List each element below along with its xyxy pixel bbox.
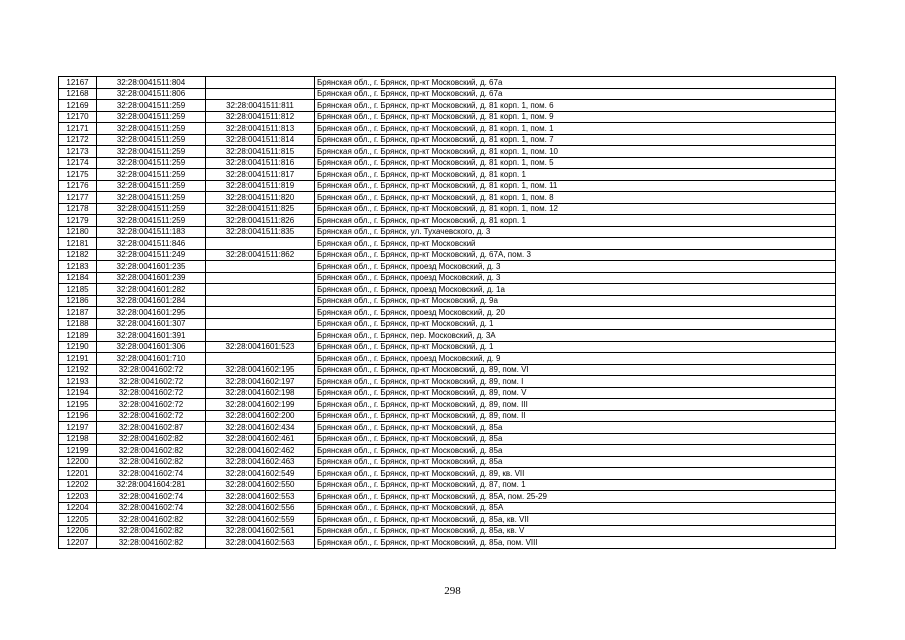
- object-cadastral-number-cell: [206, 272, 315, 284]
- parcel-cadastral-number-cell: 32:28:0041511:259: [97, 100, 206, 112]
- object-cadastral-number-cell: 32:28:0041602:463: [206, 456, 315, 468]
- object-cadastral-number-cell: 32:28:0041511:825: [206, 203, 315, 215]
- table-row: [59, 525, 836, 537]
- parcel-cadastral-number-cell: 32:28:0041602:82: [97, 525, 206, 537]
- parcel-cadastral-number-cell: 32:28:0041511:259: [97, 180, 206, 192]
- object-cadastral-number-cell: [206, 295, 315, 307]
- table-row: [59, 157, 836, 169]
- address-cell: Брянская обл., г. Брянск, пр-кт Московский, д. 89, пом. II: [315, 410, 836, 422]
- table-row: [59, 468, 836, 480]
- object-cadastral-number-cell: 32:28:0041602:549: [206, 468, 315, 480]
- parcel-cadastral-number-cell: 32:28:0041511:259: [97, 111, 206, 123]
- object-cadastral-number-cell: [206, 284, 315, 296]
- table-row: [59, 353, 836, 365]
- table-row: [59, 88, 836, 100]
- object-cadastral-number-cell: [206, 261, 315, 273]
- row-number-cell: 12179: [59, 215, 97, 227]
- parcel-cadastral-number-cell: 32:28:0041601:307: [97, 318, 206, 330]
- row-number-cell: 12176: [59, 180, 97, 192]
- address-cell: Брянская обл., г. Брянск, пр-кт Московский, д. 1: [315, 318, 836, 330]
- row-number-cell: 12182: [59, 249, 97, 261]
- address-cell: Брянская обл., г. Брянск, проезд Московский, д. 3: [315, 272, 836, 284]
- object-cadastral-number-cell: 32:28:0041511:835: [206, 226, 315, 238]
- table-row: [59, 111, 836, 123]
- object-cadastral-number-cell: 32:28:0041602:462: [206, 445, 315, 457]
- table-row: [59, 284, 836, 296]
- address-cell: Брянская обл., г. Брянск, пр-кт Московский, д. 67А, пом. 3: [315, 249, 836, 261]
- row-number-cell: 12184: [59, 272, 97, 284]
- table-row: [59, 272, 836, 284]
- table-row: [59, 180, 836, 192]
- parcel-cadastral-number-cell: 32:28:0041511:259: [97, 203, 206, 215]
- row-number-cell: 12187: [59, 307, 97, 319]
- parcel-cadastral-number-cell: 32:28:0041601:282: [97, 284, 206, 296]
- row-number-cell: 12198: [59, 433, 97, 445]
- table-row: [59, 445, 836, 457]
- address-cell: Брянская обл., г. Брянск, пр-кт Московский, д. 85а, пом. VIII: [315, 537, 836, 549]
- address-cell: Брянская обл., г. Брянск, пр-кт Московский, д. 81 корп. 1, пом. 7: [315, 134, 836, 146]
- address-cell: Брянская обл., г. Брянск, пр-кт Московский, д. 89, пом. I: [315, 376, 836, 388]
- address-cell: Брянская обл., г. Брянск, пр-кт Московский, д. 67а: [315, 88, 836, 100]
- address-cell: Брянская обл., г. Брянск, пр-кт Московский, д. 85а: [315, 433, 836, 445]
- address-cell: Брянская обл., г. Брянск, пр-кт Московский, д. 81 корп. 1, пом. 1: [315, 123, 836, 135]
- table-row: [59, 456, 836, 468]
- address-cell: Брянская обл., г. Брянск, пр-кт Московский, д. 81 корп. 1, пом. 9: [315, 111, 836, 123]
- address-cell: Брянская обл., г. Брянск, пр-кт Московский, д. 85а: [315, 456, 836, 468]
- row-number-cell: 12167: [59, 77, 97, 89]
- row-number-cell: 12170: [59, 111, 97, 123]
- table-row: [59, 169, 836, 181]
- table-row: [59, 318, 836, 330]
- table-row: [59, 203, 836, 215]
- object-cadastral-number-cell: 32:28:0041511:820: [206, 192, 315, 204]
- row-number-cell: 12175: [59, 169, 97, 181]
- address-cell: Брянская обл., г. Брянск, пр-кт Московский, д. 89, пом. III: [315, 399, 836, 411]
- object-cadastral-number-cell: 32:28:0041511:819: [206, 180, 315, 192]
- table-row: [59, 330, 836, 342]
- object-cadastral-number-cell: 32:28:0041602:195: [206, 364, 315, 376]
- address-cell: Брянская обл., г. Брянск, пр-кт Московский, д. 81 корп. 1: [315, 169, 836, 181]
- address-cell: Брянская обл., г. Брянск, проезд Московский, д. 9: [315, 353, 836, 365]
- address-cell: Брянская обл., г. Брянск, пр-кт Московский, д. 89, пом. V: [315, 387, 836, 399]
- row-number-cell: 12203: [59, 491, 97, 503]
- parcel-cadastral-number-cell: 32:28:0041604:281: [97, 479, 206, 491]
- row-number-cell: 12204: [59, 502, 97, 514]
- object-cadastral-number-cell: 32:28:0041602:434: [206, 422, 315, 434]
- object-cadastral-number-cell: 32:28:0041602:461: [206, 433, 315, 445]
- object-cadastral-number-cell: 32:28:0041602:556: [206, 502, 315, 514]
- object-cadastral-number-cell: [206, 330, 315, 342]
- parcel-cadastral-number-cell: 32:28:0041601:239: [97, 272, 206, 284]
- row-number-cell: 12183: [59, 261, 97, 273]
- address-cell: Брянская обл., г. Брянск, пр-кт Московский, д. 87, пом. 1: [315, 479, 836, 491]
- table-row: [59, 399, 836, 411]
- object-cadastral-number-cell: [206, 353, 315, 365]
- address-cell: Брянская обл., г. Брянск, пр-кт Московский, д. 89, кв. VII: [315, 468, 836, 480]
- object-cadastral-number-cell: 32:28:0041602:559: [206, 514, 315, 526]
- address-cell: Брянская обл., г. Брянск, пр-кт Московский, д. 81 корп. 1, пом. 8: [315, 192, 836, 204]
- address-cell: Брянская обл., г. Брянск, пр-кт Московский, д. 85А: [315, 502, 836, 514]
- row-number-cell: 12194: [59, 387, 97, 399]
- address-cell: Брянская обл., г. Брянск, пр-кт Московский, д. 81 корп. 1, пом. 12: [315, 203, 836, 215]
- parcel-cadastral-number-cell: 32:28:0041511:804: [97, 77, 206, 89]
- parcel-cadastral-number-cell: 32:28:0041511:259: [97, 134, 206, 146]
- row-number-cell: 12202: [59, 479, 97, 491]
- address-cell: Брянская обл., г. Брянск, проезд Московский, д. 20: [315, 307, 836, 319]
- table-body: [59, 77, 836, 549]
- row-number-cell: 12197: [59, 422, 97, 434]
- table-row: [59, 537, 836, 549]
- object-cadastral-number-cell: [206, 238, 315, 250]
- parcel-cadastral-number-cell: 32:28:0041511:183: [97, 226, 206, 238]
- row-number-cell: 12207: [59, 537, 97, 549]
- object-cadastral-number-cell: 32:28:0041602:200: [206, 410, 315, 422]
- row-number-cell: 12201: [59, 468, 97, 480]
- parcel-cadastral-number-cell: 32:28:0041602:74: [97, 502, 206, 514]
- object-cadastral-number-cell: 32:28:0041602:197: [206, 376, 315, 388]
- table-row: [59, 433, 836, 445]
- table-row: [59, 387, 836, 399]
- parcel-cadastral-number-cell: 32:28:0041602:82: [97, 514, 206, 526]
- address-cell: Брянская обл., г. Брянск, пр-кт Московский, д. 9а: [315, 295, 836, 307]
- object-cadastral-number-cell: 32:28:0041511:817: [206, 169, 315, 181]
- object-cadastral-number-cell: [206, 77, 315, 89]
- address-cell: Брянская обл., г. Брянск, пр-кт Московский, д. 81 корп. 1, пом. 6: [315, 100, 836, 112]
- row-number-cell: 12172: [59, 134, 97, 146]
- parcel-cadastral-number-cell: 32:28:0041511:259: [97, 215, 206, 227]
- table-row: [59, 502, 836, 514]
- row-number-cell: 12200: [59, 456, 97, 468]
- object-cadastral-number-cell: 32:28:0041511:816: [206, 157, 315, 169]
- parcel-cadastral-number-cell: 32:28:0041511:846: [97, 238, 206, 250]
- object-cadastral-number-cell: 32:28:0041602:198: [206, 387, 315, 399]
- row-number-cell: 12206: [59, 525, 97, 537]
- table-row: [59, 410, 836, 422]
- object-cadastral-number-cell: [206, 88, 315, 100]
- parcel-cadastral-number-cell: 32:28:0041511:806: [97, 88, 206, 100]
- parcel-cadastral-number-cell: 32:28:0041601:284: [97, 295, 206, 307]
- parcel-cadastral-number-cell: 32:28:0041511:259: [97, 157, 206, 169]
- table-row: [59, 341, 836, 353]
- address-cell: Брянская обл., г. Брянск, пр-кт Московский, д. 89, пом. VI: [315, 364, 836, 376]
- address-cell: Брянская обл., г. Брянск, пр-кт Московский, д. 85а, кв. V: [315, 525, 836, 537]
- parcel-cadastral-number-cell: 32:28:0041602:72: [97, 364, 206, 376]
- parcel-cadastral-number-cell: 32:28:0041602:72: [97, 399, 206, 411]
- parcel-cadastral-number-cell: 32:28:0041602:82: [97, 456, 206, 468]
- parcel-cadastral-number-cell: 32:28:0041602:72: [97, 410, 206, 422]
- parcel-cadastral-number-cell: 32:28:0041511:259: [97, 169, 206, 181]
- address-cell: Брянская обл., г. Брянск, пр-кт Московский: [315, 238, 836, 250]
- row-number-cell: 12191: [59, 353, 97, 365]
- address-cell: Брянская обл., г. Брянск, пр-кт Московский, д. 81 корп. 1, пом. 5: [315, 157, 836, 169]
- object-cadastral-number-cell: [206, 307, 315, 319]
- object-cadastral-number-cell: 32:28:0041511:862: [206, 249, 315, 261]
- table-row: [59, 215, 836, 227]
- row-number-cell: 12188: [59, 318, 97, 330]
- parcel-cadastral-number-cell: 32:28:0041601:295: [97, 307, 206, 319]
- address-cell: Брянская обл., г. Брянск, пр-кт Московский, д. 85а: [315, 422, 836, 434]
- table-row: [59, 261, 836, 273]
- address-cell: Брянская обл., г. Брянск, пр-кт Московский, д. 81 корп. 1: [315, 215, 836, 227]
- table-row: [59, 422, 836, 434]
- address-cell: Брянская обл., г. Брянск, ул. Тухачевского, д. 3: [315, 226, 836, 238]
- address-cell: Брянская обл., г. Брянск, пр-кт Московский, д. 85а, кв. VII: [315, 514, 836, 526]
- object-cadastral-number-cell: 32:28:0041511:811: [206, 100, 315, 112]
- table-row: [59, 376, 836, 388]
- table-row: [59, 123, 836, 135]
- row-number-cell: 12178: [59, 203, 97, 215]
- address-cell: Брянская обл., г. Брянск, пер. Московский, д. 3А: [315, 330, 836, 342]
- address-cell: Брянская обл., г. Брянск, пр-кт Московский, д. 81 корп. 1, пом. 11: [315, 180, 836, 192]
- row-number-cell: 12169: [59, 100, 97, 112]
- object-cadastral-number-cell: 32:28:0041602:553: [206, 491, 315, 503]
- parcel-cadastral-number-cell: 32:28:0041602:82: [97, 445, 206, 457]
- row-number-cell: 12195: [59, 399, 97, 411]
- parcel-cadastral-number-cell: 32:28:0041511:259: [97, 146, 206, 158]
- table-row: [59, 295, 836, 307]
- address-cell: Брянская обл., г. Брянск, проезд Московский, д. 1а: [315, 284, 836, 296]
- cadastral-table: [58, 76, 836, 549]
- row-number-cell: 12180: [59, 226, 97, 238]
- parcel-cadastral-number-cell: 32:28:0041602:74: [97, 468, 206, 480]
- address-cell: Брянская обл., г. Брянск, пр-кт Московский, д. 1: [315, 341, 836, 353]
- table-row: [59, 146, 836, 158]
- object-cadastral-number-cell: 32:28:0041511:812: [206, 111, 315, 123]
- object-cadastral-number-cell: 32:28:0041511:815: [206, 146, 315, 158]
- parcel-cadastral-number-cell: 32:28:0041602:82: [97, 537, 206, 549]
- address-cell: Брянская обл., г. Брянск, пр-кт Московский, д. 81 корп. 1, пом. 10: [315, 146, 836, 158]
- row-number-cell: 12186: [59, 295, 97, 307]
- table-row: [59, 249, 836, 261]
- row-number-cell: 12192: [59, 364, 97, 376]
- parcel-cadastral-number-cell: 32:28:0041601:306: [97, 341, 206, 353]
- parcel-cadastral-number-cell: 32:28:0041511:259: [97, 192, 206, 204]
- object-cadastral-number-cell: 32:28:0041602:563: [206, 537, 315, 549]
- row-number-cell: 12181: [59, 238, 97, 250]
- table-row: [59, 238, 836, 250]
- row-number-cell: 12189: [59, 330, 97, 342]
- row-number-cell: 12196: [59, 410, 97, 422]
- parcel-cadastral-number-cell: 32:28:0041511:249: [97, 249, 206, 261]
- table-row: [59, 226, 836, 238]
- object-cadastral-number-cell: 32:28:0041602:199: [206, 399, 315, 411]
- table-row: [59, 134, 836, 146]
- parcel-cadastral-number-cell: 32:28:0041601:391: [97, 330, 206, 342]
- object-cadastral-number-cell: 32:28:0041602:550: [206, 479, 315, 491]
- parcel-cadastral-number-cell: 32:28:0041602:74: [97, 491, 206, 503]
- parcel-cadastral-number-cell: 32:28:0041601:710: [97, 353, 206, 365]
- row-number-cell: 12171: [59, 123, 97, 135]
- row-number-cell: 12168: [59, 88, 97, 100]
- table-row: [59, 307, 836, 319]
- object-cadastral-number-cell: 32:28:0041511:826: [206, 215, 315, 227]
- row-number-cell: 12193: [59, 376, 97, 388]
- parcel-cadastral-number-cell: 32:28:0041511:259: [97, 123, 206, 135]
- table-row: [59, 364, 836, 376]
- object-cadastral-number-cell: 32:28:0041511:813: [206, 123, 315, 135]
- parcel-cadastral-number-cell: 32:28:0041601:235: [97, 261, 206, 273]
- table-row: [59, 514, 836, 526]
- row-number-cell: 12190: [59, 341, 97, 353]
- address-cell: Брянская обл., г. Брянск, пр-кт Московский, д. 67а: [315, 77, 836, 89]
- address-cell: Брянская обл., г. Брянск, пр-кт Московский, д. 85А, пом. 25-29: [315, 491, 836, 503]
- object-cadastral-number-cell: 32:28:0041511:814: [206, 134, 315, 146]
- row-number-cell: 12173: [59, 146, 97, 158]
- parcel-cadastral-number-cell: 32:28:0041602:82: [97, 433, 206, 445]
- table-row: [59, 491, 836, 503]
- table-row: [59, 192, 836, 204]
- object-cadastral-number-cell: [206, 318, 315, 330]
- address-cell: Брянская обл., г. Брянск, проезд Московский, д. 3: [315, 261, 836, 273]
- row-number-cell: 12185: [59, 284, 97, 296]
- row-number-cell: 12174: [59, 157, 97, 169]
- address-cell: Брянская обл., г. Брянск, пр-кт Московский, д. 85а: [315, 445, 836, 457]
- row-number-cell: 12205: [59, 514, 97, 526]
- table-row: [59, 479, 836, 491]
- row-number-cell: 12199: [59, 445, 97, 457]
- table-row: [59, 100, 836, 112]
- table-row: [59, 77, 836, 89]
- parcel-cadastral-number-cell: 32:28:0041602:87: [97, 422, 206, 434]
- object-cadastral-number-cell: 32:28:0041602:561: [206, 525, 315, 537]
- object-cadastral-number-cell: 32:28:0041601:523: [206, 341, 315, 353]
- row-number-cell: 12177: [59, 192, 97, 204]
- parcel-cadastral-number-cell: 32:28:0041602:72: [97, 387, 206, 399]
- page-number: 298: [444, 585, 461, 597]
- parcel-cadastral-number-cell: 32:28:0041602:72: [97, 376, 206, 388]
